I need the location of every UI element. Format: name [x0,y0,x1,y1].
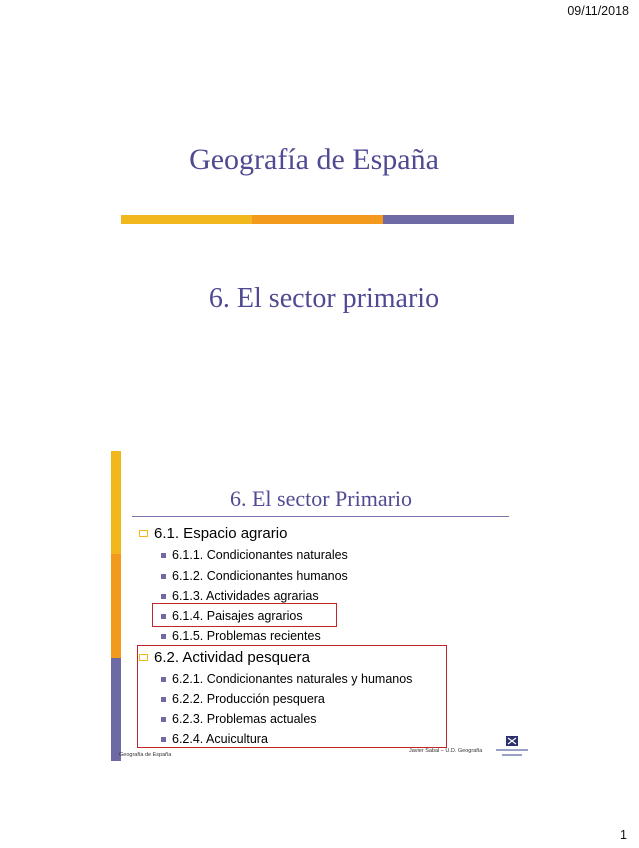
list-item-label: 6.1.3. Actividades agrarias [172,589,319,603]
slide2-side-bar [111,451,121,761]
list-item-label: 6.2.3. Problemas actuales [172,712,317,726]
list-item [161,569,348,583]
slide2 [111,451,531,764]
list-item [161,589,319,603]
square-bullet-icon [161,574,166,579]
list-item-label: 6.2.4. Acuicultura [172,732,268,746]
square-bullet-icon [161,553,166,558]
print-date: 09/11/2018 [567,4,629,18]
list-item-label: 6.2.2. Producción pesquera [172,692,325,706]
title-color-bar [121,215,514,224]
section-label: 6.1. Espacio agrario [154,525,288,542]
list-item [161,548,348,562]
title-bar-orange [252,215,383,224]
list-item-label: 6.1.2. Condicionantes humanos [172,569,348,583]
slide2-title: 6. El sector Primario [229,486,413,511]
university-logo-icon [496,735,528,759]
highlight-box-paisajes [152,603,337,627]
title-bar-yellow [121,215,252,224]
list-item-label: 6.1.1. Condicionantes naturales [172,548,348,562]
list-item-label: 6.1.5. Problemas recientes [172,629,321,643]
slide-footer-right: Javier Sabal – U.D. Geografía [409,748,483,754]
side-bar-purple [111,658,121,761]
title-bar-purple [383,215,514,224]
square-bullet-icon [161,634,166,639]
list-item-label: 6.1.4. Paisajes agrarios [172,609,303,623]
slide-footer-left: Geografía de España [119,752,172,758]
highlight-box-pesquera [137,645,447,748]
section-item [139,525,287,542]
side-bar-orange [111,554,121,657]
page-number: 1 [620,828,627,842]
list-item [161,629,321,643]
section-label: 6.2. Actividad pesquera [154,649,310,666]
side-bar-yellow [111,451,121,554]
slide1-title: Geografía de España [189,143,439,176]
slide1-subtitle: 6. El sector primario [208,283,440,314]
title-rule [132,516,509,517]
square-bullet-icon [161,594,166,599]
list-item-label: 6.2.1. Condicionantes naturales y humanos [172,672,413,686]
box-bullet-icon [139,530,148,537]
